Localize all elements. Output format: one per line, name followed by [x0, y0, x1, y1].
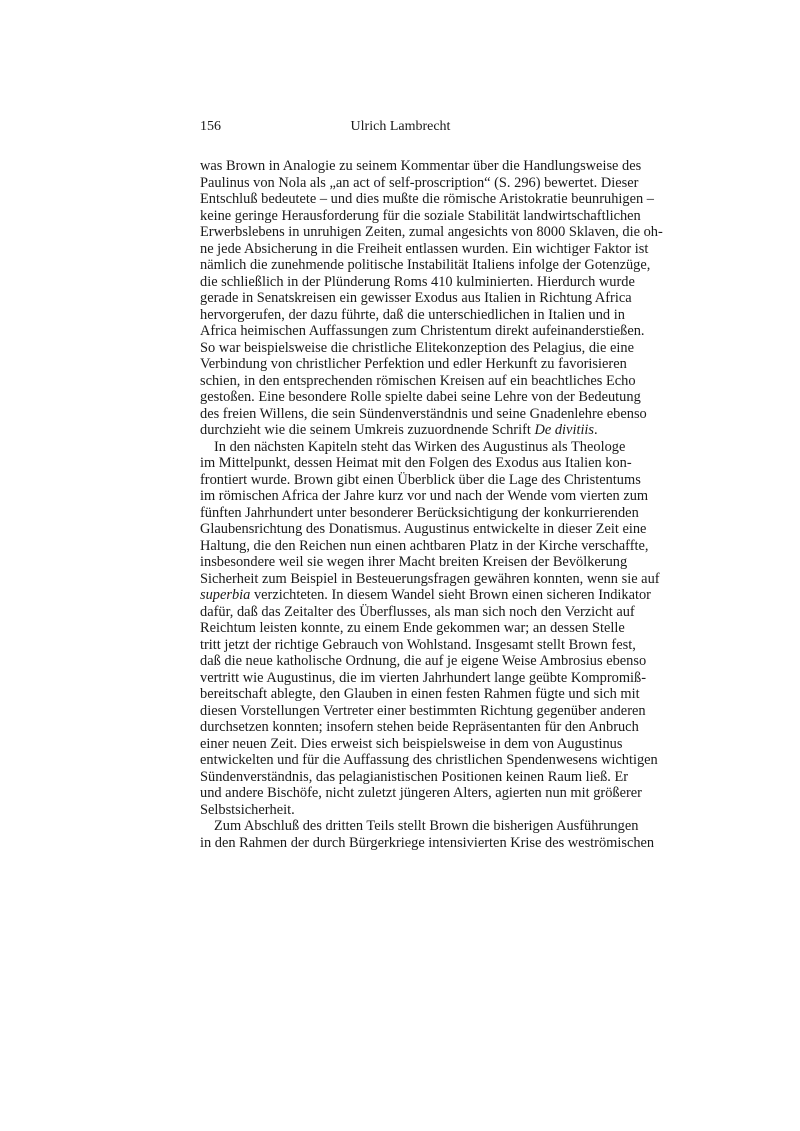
text-line: des freien Willens, die sein Sündenverständnis und seine Gnadenlehre ebenso: [200, 405, 647, 422]
text-line: In den nächsten Kapiteln steht das Wirken des Augustinus als Theologe: [214, 438, 626, 455]
text-line: insbesondere weil sie wegen ihrer Macht breiten Kreisen der Bevölkerung: [200, 554, 628, 570]
text-segment: verzichteten. In diesem Wandel sieht Brown einen sicheren Indikator: [250, 587, 651, 603]
text-line: und andere Bischöfe, nicht zuletzt jüngeren Alters, agierten nun mit größerer: [200, 785, 642, 801]
text-line: Paulinus von Nola als „an act of self-proscription“ (S. 296) bewertet. Dieser: [200, 174, 639, 191]
running-head-author: Ulrich Lambrecht: [350, 119, 451, 134]
text-line: die schließlich in der Plünderung Roms 410 kulminierten. Hierdurch wurde: [200, 273, 635, 290]
text-line: Glaubensrichtung des Donatismus. Augustinus entwickelte in dieser Zeit eine: [200, 521, 647, 537]
text-line: keine geringe Herausforderung für die soziale Stabilität landwirtschaftlichen: [200, 207, 641, 224]
text-line: Verbindung von christlicher Perfektion und edler Herkunft zu favorisieren: [200, 356, 627, 372]
text-line: So war beispielsweise die christliche Elitekonzeption des Pelagius, die eine: [200, 339, 635, 356]
text-line: bereitschaft ablegte, den Glauben in einen festen Rahmen fügte und sich mit: [200, 686, 640, 702]
text-line: gestoßen. Eine besondere Rolle spielte dabei seine Lehre von der Bedeutung: [200, 389, 641, 405]
text-line: Entschluß bedeutete – und dies mußte die römische Aristokratie beunruhigen –: [200, 191, 654, 207]
text-line: daß die neue katholische Ordnung, die auf je eigene Weise Ambrosius ebenso: [200, 653, 647, 669]
text-line: frontiert wurde. Brown gibt einen Überblick über die Lage des Christentums: [200, 471, 641, 488]
text-line: dafür, daß das Zeitalter des Überflusses, als man sich noch den Verzicht auf: [200, 603, 635, 620]
text-line: im Mittelpunkt, dessen Heimat mit den Folgen des Exodus aus Italien kon-: [200, 455, 632, 471]
text-line: Selbstsicherheit.: [200, 801, 295, 818]
text-line: Sündenverständnis, das pelagianistischen Positionen keinen Raum ließ. Er: [200, 768, 629, 785]
running-header: [200, 119, 601, 137]
text-line: Erwerbslebens in unruhigen Zeiten, zumal angesichts von 8000 Sklaven, die oh-: [200, 224, 663, 240]
text-line: Reichtum leisten konnte, zu einem Ende gekommen war; an dessen Stelle: [200, 620, 625, 636]
page-number: 156: [200, 119, 221, 134]
text-line: [200, 422, 601, 439]
text-line: schien, in den entsprechenden römischen Kreisen auf ein beachtliches Echo: [200, 372, 636, 389]
body-text: [200, 158, 663, 851]
text-line: Haltung, die den Reichen nun einen achtbaren Platz in der Kirche verschaffte,: [200, 537, 649, 554]
text-line: gerade in Senatskreisen ein gewisser Exodus aus Italien in Richtung Africa: [200, 290, 632, 306]
text-line: [200, 587, 651, 604]
text-segment: .: [594, 422, 598, 438]
text-line: was Brown in Analogie zu seinem Kommentar über die Handlungsweise des: [200, 158, 642, 174]
text-line: Sicherheit zum Beispiel in Besteuerungsfragen gewähren konnten, wenn sie auf: [200, 570, 660, 587]
paragraph: [200, 438, 660, 819]
text-line: einer neuen Zeit. Dies erweist sich beispielsweise in dem von Augustinus: [200, 735, 623, 752]
text-line: Zum Abschluß des dritten Teils stellt Brown die bisherigen Ausführungen: [214, 818, 639, 834]
text-line: diesen Vorstellungen Vertreter einer bestimmten Richtung gegenüber anderen: [200, 702, 646, 719]
text-segment: durchzieht wie die seinem Umkreis zuzuordnende Schrift: [200, 422, 535, 438]
italic-title: De divitiis: [534, 422, 595, 438]
text-line: nämlich die zunehmende politische Instabilität Italiens infolge der Gotenzüge,: [200, 257, 651, 273]
italic-title: superbia: [200, 587, 251, 603]
text-line: fünften Jahrhundert unter besonderer Berücksichtigung der konkurrierenden: [200, 504, 639, 521]
text-line: entwickelten und für die Auffassung des christlichen Spendenwesens wichtigen: [200, 752, 658, 768]
text-line: ne jede Absicherung in die Freiheit entlassen wurden. Ein wichtiger Faktor ist: [200, 240, 649, 257]
paragraph: [200, 158, 663, 439]
paragraph: [200, 818, 655, 851]
text-line: durchsetzen konnten; insofern stehen beide Repräsentanten für den Anbruch: [200, 719, 639, 735]
text-line: tritt jetzt der richtige Gebrauch von Wohlstand. Insgesamt stellt Brown fest,: [200, 636, 636, 653]
text-line: in den Rahmen der durch Bürgerkriege intensivierten Krise des weströmischen: [200, 834, 655, 851]
text-line: Africa heimischen Auffassungen zum Christentum direkt aufeinanderstießen.: [200, 323, 645, 339]
text-line: vertritt wie Augustinus, die im vierten Jahrhundert lange geübte Kompromiß-: [200, 669, 647, 686]
text-line: im römischen Africa der Jahre kurz vor und nach der Wende vom vierten zum: [200, 488, 649, 504]
text-line: hervorgerufen, der dazu führte, daß die unterschiedlichen in Italien und in: [200, 306, 625, 323]
